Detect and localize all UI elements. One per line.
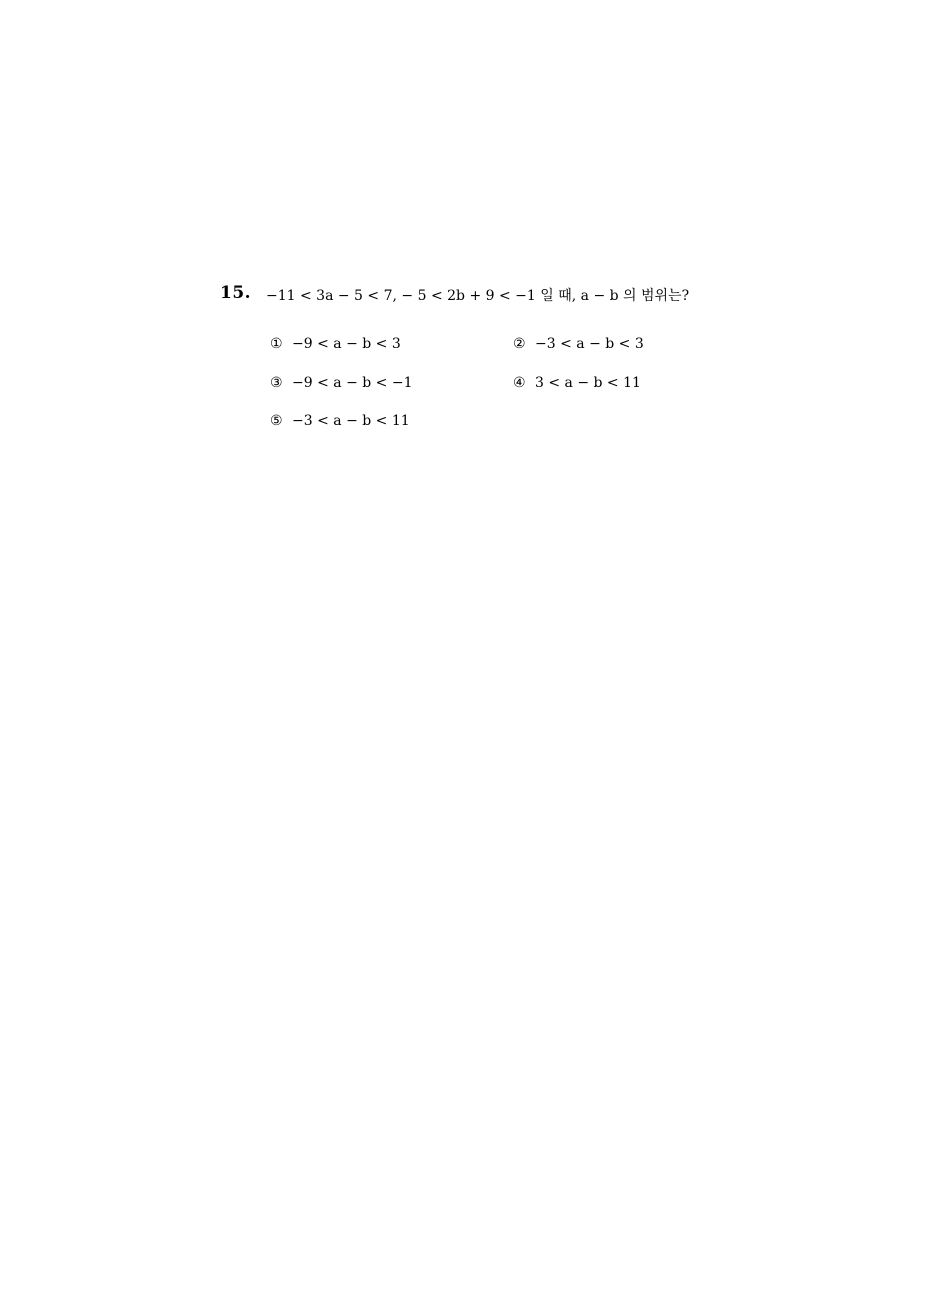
choice-3-marker: ③ xyxy=(270,375,283,391)
choice-3-text: −9 < a − b < −1 xyxy=(292,375,413,391)
question-text: −11 < 3a − 5 < 7, − 5 < 2b + 9 < −1 일 때, a − b 의 범위는? xyxy=(266,288,690,304)
choice-4 xyxy=(513,375,641,391)
question-number: 15. xyxy=(220,283,252,303)
choice-3 xyxy=(270,375,412,391)
choice-5 xyxy=(270,413,410,429)
choice-1-marker: ① xyxy=(270,336,283,352)
choice-2-text: −3 < a − b < 3 xyxy=(535,336,644,352)
choice-4-marker: ④ xyxy=(513,375,526,391)
choice-4-text: 3 < a − b < 11 xyxy=(535,375,641,391)
choice-5-text: −3 < a − b < 11 xyxy=(292,413,410,429)
choice-2 xyxy=(513,336,644,352)
choice-5-marker: ⑤ xyxy=(270,413,283,429)
choice-1-text: −9 < a − b < 3 xyxy=(292,336,401,352)
choice-2-marker: ② xyxy=(513,336,526,352)
choice-1 xyxy=(270,336,401,352)
